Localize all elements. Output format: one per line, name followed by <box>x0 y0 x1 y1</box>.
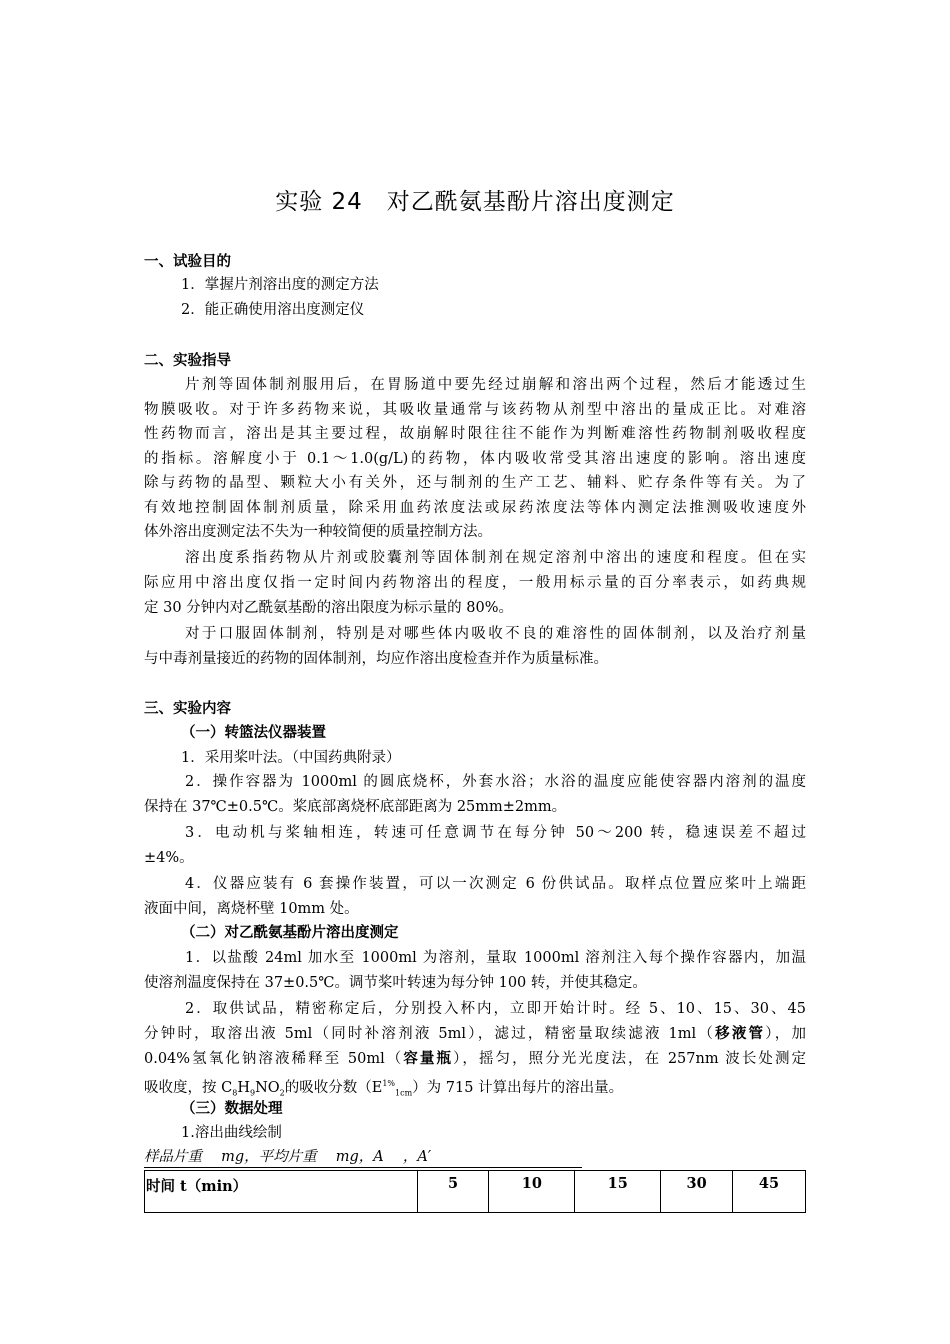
objective-item-1: 1．掌握片剂溶出度的测定方法 <box>181 277 379 293</box>
section3-heading: 三、实验内容 <box>144 701 231 717</box>
paragraph-line: 定 30 分钟内对乙酰氨基酚的溶出限度为标示量的 80%。 <box>144 600 514 616</box>
paragraph-line: 与中毒剂量接近的药物的固体制剂，均应作溶出度检查并作为质量标准。 <box>144 651 608 667</box>
content-line: 1．以盐酸 24ml 加水至 1000ml 为溶剂，量取 1000ml 溶剂注入每个操作容器内，加温 <box>185 950 806 966</box>
content-line: 分钟时，取溶出液 5ml（同时补溶剂液 5ml），滤过，精密量取续滤液 1ml（移液管），加 <box>144 1026 806 1042</box>
content-line: 2．操作容器为 1000ml 的圆底烧杯，外套水浴；水浴的温度应能使容器内溶剂的温度 <box>185 774 806 790</box>
subsection-heading-1: （一）转篮法仪器装置 <box>181 725 326 741</box>
content-line: 3．电动机与桨轴相连，转速可任意调节在每分钟 50～200 转，稳速误差不超过 <box>185 825 806 841</box>
paragraph-line: 有效地控制固体制剂质量，除采用血药浓度法或尿药浓度法等体内测定法推测吸收速度外 <box>144 500 806 516</box>
paragraph-line: 片剂等固体制剂服用后，在胃肠道中要先经过崩解和溶出两个过程，然后才能透过生 <box>185 377 806 393</box>
pipette-term: 移液管 <box>715 1026 766 1042</box>
content-line: 0.04%氢氧化钠溶液稀释至 50ml（容量瓶），摇匀，照分光光度法，在 257nm 波长处测定 <box>144 1051 807 1067</box>
paragraph-line: 性药物而言，溶出是其主要过程，故崩解时限往往不能作为判断难溶性药物制剂吸收程度 <box>144 426 806 442</box>
volumetric-flask-term: 容量瓶 <box>403 1051 454 1067</box>
content-line: 液面中间，离烧杯壁 10mm 处。 <box>144 901 359 917</box>
paragraph-line: 体外溶出度测定法不失为一种较简便的质量控制方法。 <box>144 524 492 540</box>
dissolution-table <box>144 1170 806 1213</box>
paragraph-line: 对于口服固体制剂，特别是对哪些体内吸收不良的难溶性的固体制剂，以及治疗剂量 <box>185 626 806 642</box>
content-line: 1．采用桨叶法。（中国药典附录） <box>181 750 401 766</box>
table-time-cell: 10 <box>489 1171 575 1213</box>
page-title: 实验 24 对乙酰氨基酚片溶出度测定 <box>275 189 675 215</box>
content-line: 吸收度，按 $C_8H_9NO_2$的吸收分数$(E^{1\%}_{1cm})$为 715 计算出每片的溶出量。 <box>144 1079 624 1098</box>
paragraph-line: 的指标。溶解度小于 0.1～1.0(g/L)的药物，体内吸收常受其溶出速度的影响。溶出速度 <box>144 451 806 467</box>
content-line: 1.溶出曲线绘制 <box>181 1125 282 1141</box>
sample-weight-line: 样品片重 mg，平均片重 mg，A ，A′ <box>144 1147 582 1168</box>
table-header-time: 时间 t（min） <box>145 1171 418 1213</box>
table-time-cell: 15 <box>575 1171 661 1213</box>
subsection-heading-2: （二）对乙酰氨基酚片溶出度测定 <box>181 925 399 941</box>
table-time-cell: 5 <box>417 1171 489 1213</box>
section1-heading: 一、试验目的 <box>144 254 231 270</box>
content-line: 使溶剂温度保持在 37±0.5℃。调节桨叶转速为每分钟 100 转，并使其稳定。 <box>144 975 647 991</box>
paragraph-line: 际应用中溶出度仅指一定时间内药物溶出的程度，一般用标示量的百分率表示，如药典规 <box>144 575 806 591</box>
objective-item-2: 2．能正确使用溶出度测定仪 <box>181 302 365 318</box>
content-line: ±4%。 <box>144 850 194 866</box>
table-time-cell: 45 <box>733 1171 806 1213</box>
paragraph-line: 除与药物的晶型、颗粒大小有关外，还与制剂的生产工艺、辅料、贮存条件等有关。为了 <box>144 475 806 491</box>
table-row <box>145 1171 806 1213</box>
content-line: 2．取供试品，精密称定后，分别投入杯内，立即开始计时。经 5、10、15、30、45 <box>185 1001 806 1017</box>
table-time-cell: 30 <box>661 1171 733 1213</box>
paragraph-line: 物膜吸收。对于许多药物来说，其吸收量通常与该药物从剂型中溶出的量成正比。对难溶 <box>144 402 806 418</box>
paragraph-line: 溶出度系指药物从片剂或胶囊剂等固体制剂在规定溶剂中溶出的速度和程度。但在实 <box>185 550 806 566</box>
content-line: 保持在 37℃±0.5℃。桨底部离烧杯底部距离为 25mm±2mm。 <box>144 799 567 815</box>
content-line: 4．仪器应装有 6 套操作装置，可以一次测定 6 份供试品。取样点位置应桨叶上端距 <box>185 876 806 892</box>
subsection-heading-3: （三）数据处理 <box>181 1101 283 1117</box>
section2-heading: 二、实验指导 <box>144 353 231 369</box>
